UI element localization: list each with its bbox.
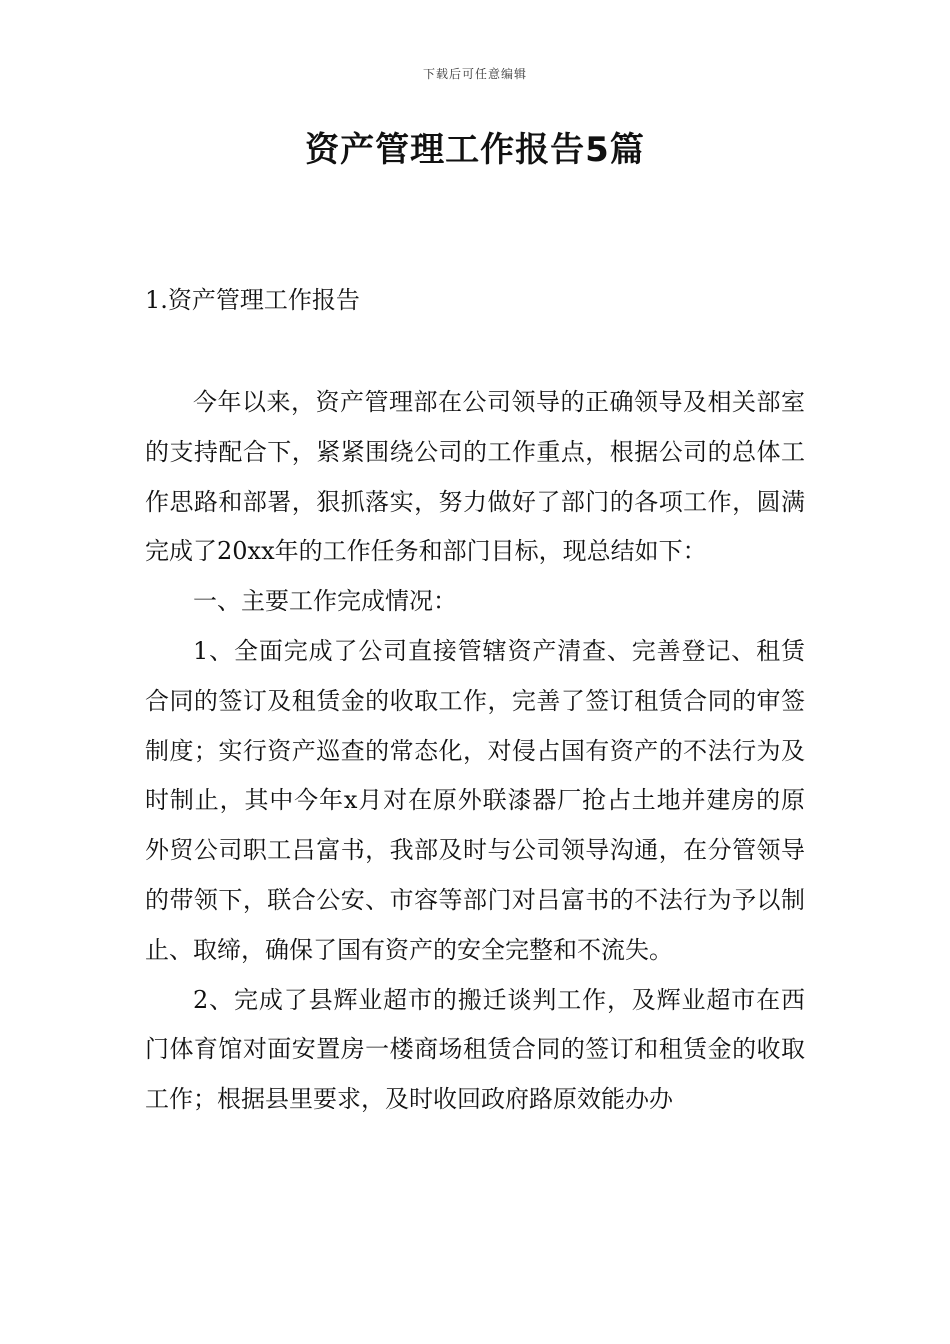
document-body: [145, 378, 805, 1125]
header-note: 下载后可任意编辑: [422, 67, 527, 81]
paragraph: 1、全面完成了公司直接管辖资产清查、完善登记、租赁合同的签订及租赁金的收取工作，完善了签订租赁合同的审签制度；实行资产巡查的常态化，对侵占国有资产的不法行为及时制止，其中今年x月对在原外联漆器厂抢占土地并建房的原外贸公司职工吕富书，我部及时与公司领导沟通，在分管领导的带领下，联合公安、市容等部门对吕富书的不法行为予以制止、取缔，确保了国有资产的安全完整和不流失。: [145, 636, 805, 964]
paragraph: 一、主要工作完成情况：: [193, 587, 457, 616]
section-heading: 1.资产管理工作报告: [145, 286, 360, 314]
document-title: 资产管理工作报告5篇: [305, 130, 645, 170]
paragraph: 2、完成了县辉业超市的搬迁谈判工作，及辉业超市在西门体育馆对面安置房一楼商场租赁合同的签订和租赁金的收取工作；根据县里要求，及时收回政府路原效能办办: [145, 985, 805, 1114]
paragraph: 今年以来，资产管理部在公司领导的正确领导及相关部室的支持配合下，紧紧围绕公司的工作重点，根据公司的总体工作思路和部署，狠抓落实，努力做好了部门的各项工作，圆满完成了20xx年的工作任务和部门目标，现总结如下：: [145, 388, 805, 566]
